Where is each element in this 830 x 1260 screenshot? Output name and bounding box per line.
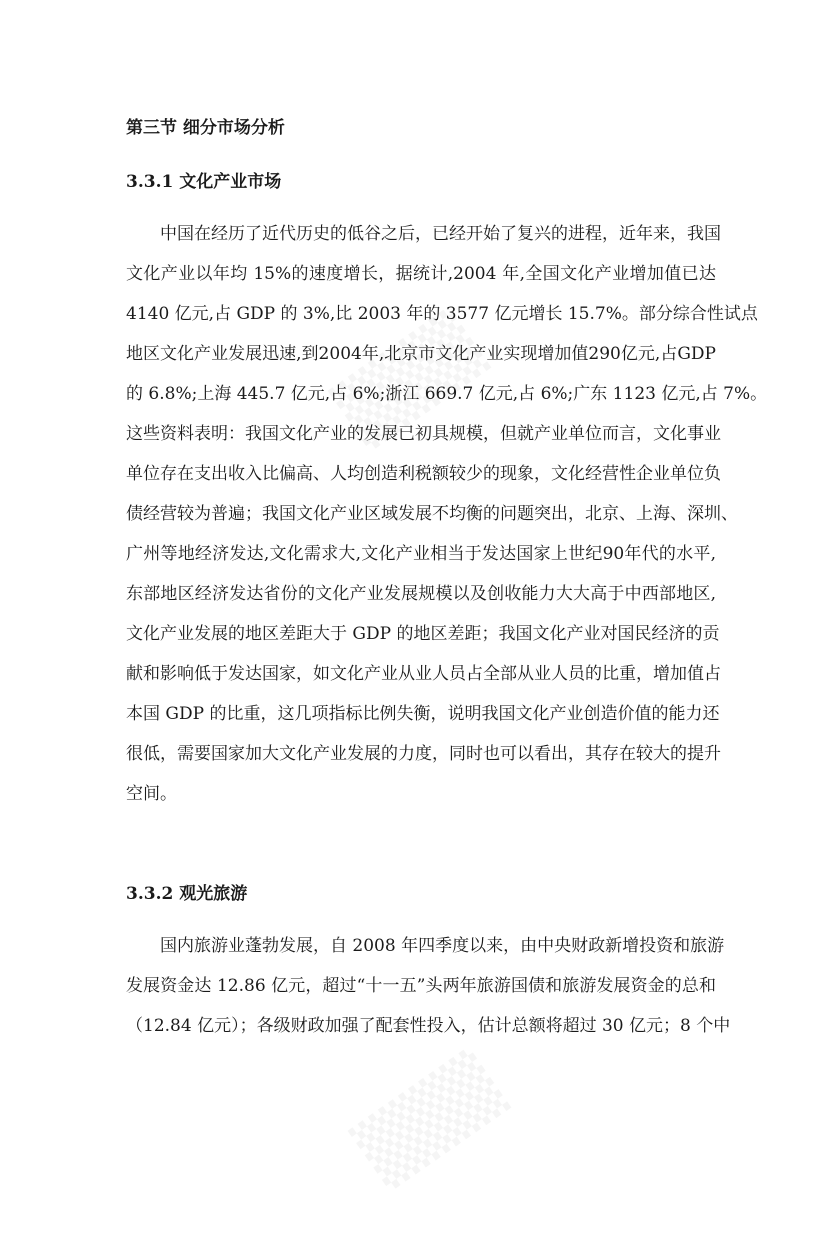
- paragraph-line: 文化产业以年均 15%的速度增长，据统计,2004 年,全国文化产业增加值已达: [126, 264, 716, 284]
- paragraph-line: 文化产业发展的地区差距大于 GDP 的地区差距；我国文化产业对国民经济的贡: [126, 624, 720, 644]
- paragraph-tourism: [126, 926, 731, 1046]
- paragraph-line: 很低，需要国家加大文化产业发展的力度，同时也可以看出，其存在较大的提升: [126, 744, 721, 764]
- paragraph-line: 中国在经历了近代历史的低谷之后，已经开始了复兴的进程，近年来，我国: [160, 224, 721, 244]
- paragraph-line: （12.84 亿元）；各级财政加强了配套性投入，估计总额将超过 30 亿元；8 个中: [126, 1016, 731, 1036]
- paragraph-line: 这些资料表明：我国文化产业的发展已初具规模，但就产业单位而言，文化事业: [126, 424, 721, 444]
- paragraph-line: 债经营较为普遍；我国文化产业区域发展不均衡的问题突出，北京、上海、深圳、: [126, 504, 738, 524]
- subsection-title-tourism: 3.3.2 观光旅游: [126, 884, 248, 904]
- paragraph-line: 空间。: [126, 784, 177, 804]
- paragraph-culture-industry: [126, 214, 768, 814]
- paragraph-line: 4140 亿元,占 GDP 的 3%,比 2003 年的 3577 亿元增长 15.7%。部分综合性试点: [126, 304, 758, 324]
- paragraph-line: 东部地区经济发达省份的文化产业发展规模以及创收能力大大高于中西部地区,: [126, 584, 716, 604]
- paragraph-line: 单位存在支出收入比偏高、人均创造利税额较少的现象，文化经营性企业单位负: [126, 464, 721, 484]
- watermark: ▒▒▒: [328, 307, 492, 453]
- paragraph-line: 国内旅游业蓬勃发展，自 2008 年四季度以来，由中央财政新增投资和旅游: [160, 936, 725, 956]
- paragraph-line: 献和影响低于发达国家，如文化产业从业人员占全部从业人员的比重，增加值占: [126, 664, 721, 684]
- watermark-bottom: ▒▒▒: [348, 1047, 512, 1193]
- paragraph-line: 本国 GDP 的比重，这几项指标比例失衡，说明我国文化产业创造价值的能力还: [126, 704, 720, 724]
- paragraph-line: 的 6.8%;上海 445.7 亿元,占 6%;浙江 669.7 亿元,占 6%;广东 1123 亿元,占 7%。: [126, 384, 768, 404]
- paragraph-line: 广州等地经济发达,文化需求大,文化产业相当于发达国家上世纪90年代的水平,: [126, 544, 716, 564]
- paragraph-line: 发展资金达 12.86 亿元，超过“十一五”头两年旅游国债和旅游发展资金的总和: [126, 976, 716, 996]
- paragraph-line: 地区文化产业发展迅速,到2004年,北京市文化产业实现增加值290亿元,占GDP: [126, 344, 716, 364]
- subsection-title-culture: 3.3.1 文化产业市场: [126, 172, 282, 192]
- section-title: 第三节 细分市场分析: [126, 118, 285, 138]
